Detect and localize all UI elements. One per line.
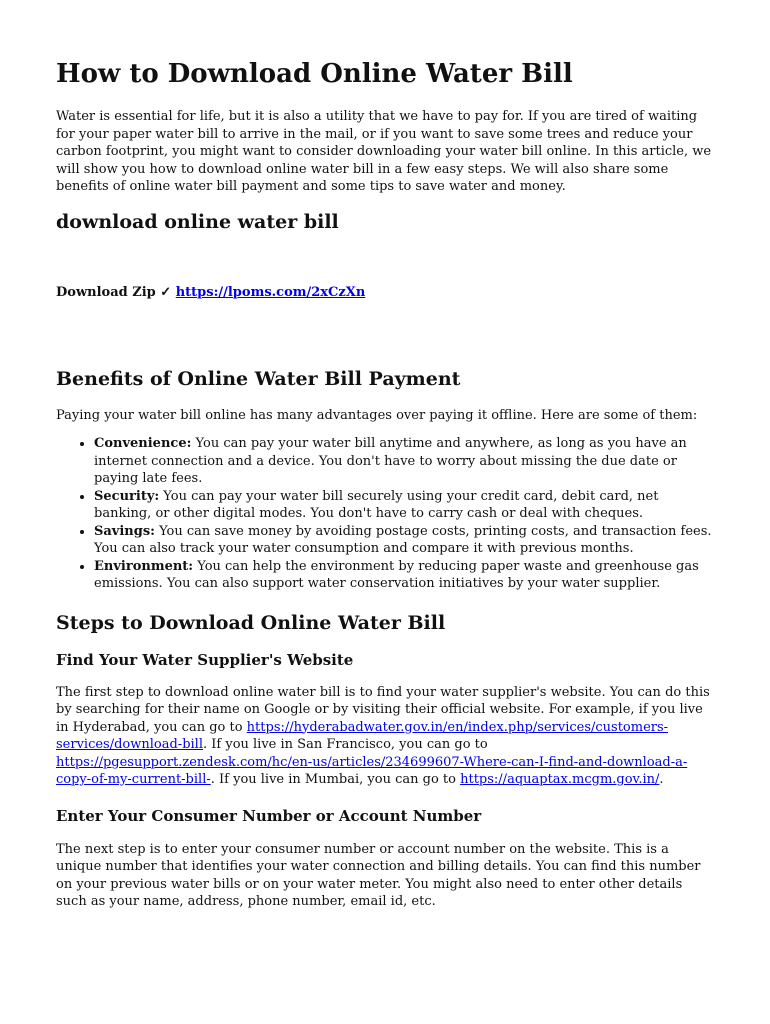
step1-paragraph (56, 684, 714, 789)
benefit-term: Security: (94, 488, 160, 504)
benefit-text: You can help the environment by reducing paper waste and greenhouse gas emissions. You can also support water conservation initiatives by your water supplier. (94, 558, 699, 591)
subheading-download: download online water bill (56, 210, 339, 233)
san-francisco-link[interactable]: https://pgesupport.zendesk.com/hc/en-us/articles/234699607-Where-can-I-find-and-download-a-copy-of-my-current-bill- (56, 754, 688, 787)
step1-heading: Find Your Water Supplier's Website (56, 650, 354, 669)
hyderabad-link[interactable]: https://hyderabadwater.gov.in/en/index.php/services/customers-services/download-bill (56, 719, 669, 752)
benefits-intro: Paying your water bill online has many advantages over paying it offline. Here are some of them: (56, 407, 698, 423)
list-item-security (94, 488, 714, 523)
benefit-text: You can pay your water bill securely using your credit card, debit card, net banking, or other digital modes. You don't have to carry cash or deal with cheques. (94, 488, 659, 521)
benefit-text: You can pay your water bill anytime and anywhere, as long as you have an internet connection and a device. You don't have to worry about missing the due date or paying late fees. (94, 436, 687, 486)
benefit-term: Convenience: (94, 436, 192, 451)
page-title: How to Download Online Water Bill (56, 59, 573, 89)
step1-text: . If you live in San Francisco, you can go to (203, 737, 488, 752)
intro-paragraph: Water is essential for life, but it is also a utility that we have to pay for. If you are tired of waiting for your paper water bill to arrive in the mail, or if you want to save some trees and reduce your carbon footprint, you might want to consider downloading your water bill online. In this article, we will show you how to download online water bill in a few easy steps. We will also share some benefits of online water bill payment and some tips to save water and money. (56, 109, 712, 194)
mumbai-link[interactable]: https://aquaptax.mcgm.gov.in/ (460, 772, 660, 787)
download-link[interactable]: https://lpoms.com/2xCzXn (175, 284, 366, 300)
steps-heading: Steps to Download Online Water Bill (56, 611, 446, 634)
benefit-term: Savings: (94, 523, 155, 539)
step2-heading: Enter Your Consumer Number or Account Number (56, 806, 482, 825)
list-item-convenience (94, 435, 714, 488)
step1-text: . If you live in Mumbai, you can go to (210, 772, 461, 787)
list-item-savings (94, 523, 714, 558)
step1-text: . (659, 772, 664, 787)
benefit-term: Environment: (94, 558, 194, 574)
download-line (56, 284, 714, 302)
list-item-environment (94, 558, 714, 593)
step1-text: The first step to download online water bill is to find your water supplier's website. You can do this by searching for their name on Google or by visiting their official website. For example, if you live in Hyderabad, you can go to (56, 684, 710, 735)
benefits-list (56, 435, 714, 593)
benefit-text: You can save money by avoiding postage costs, printing costs, and transaction fees. You can also track your water consumption and compare it with previous months. (94, 523, 712, 556)
step2-paragraph: The next step is to enter your consumer number or account number on the website. This is a unique number that identifies your water connection and billing details. You can find this number on your previous water bills or on your water meter. You might also need to enter other details such as your name, address, phone number, email id, etc. (56, 841, 701, 909)
download-label: Download Zip ✓ (56, 284, 172, 300)
benefits-heading: Benefits of Online Water Bill Payment (56, 367, 461, 390)
